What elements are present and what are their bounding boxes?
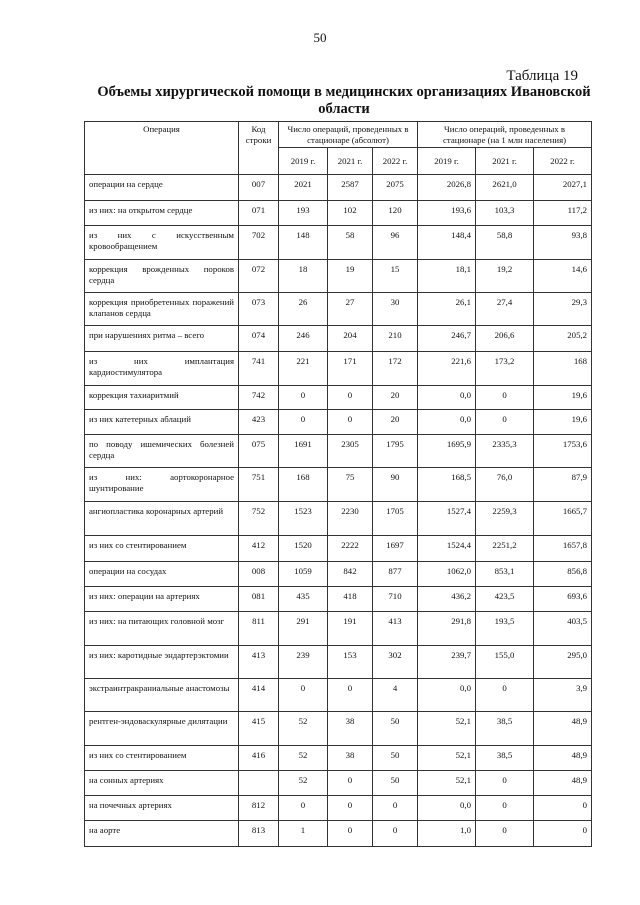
cell-code: 007 bbox=[239, 175, 279, 201]
cell-code: 813 bbox=[239, 821, 279, 847]
cell-abs-2019: 168 bbox=[279, 468, 328, 502]
cell-rate-2022: 0 bbox=[534, 796, 592, 821]
cell-abs-2021: 418 bbox=[328, 587, 373, 612]
cell-rate-2022: 1657,8 bbox=[534, 536, 592, 562]
cell-abs-2021: 0 bbox=[328, 796, 373, 821]
cell-rate-2021: 0 bbox=[476, 771, 534, 796]
cell-abs-2022: 413 bbox=[373, 612, 418, 646]
cell-rate-2021: 0 bbox=[476, 386, 534, 410]
cell-rate-2022: 19,6 bbox=[534, 410, 592, 435]
cell-abs-2022: 2075 bbox=[373, 175, 418, 201]
cell-abs-2021: 19 bbox=[328, 260, 373, 293]
cell-rate-2021: 0 bbox=[476, 796, 534, 821]
cell-rate-2021: 103,3 bbox=[476, 201, 534, 226]
table-row bbox=[85, 536, 592, 562]
cell-rate-2022: 3,9 bbox=[534, 679, 592, 712]
cell-abs-2019: 0 bbox=[279, 679, 328, 712]
cell-abs-2022: 1705 bbox=[373, 502, 418, 536]
cell-code bbox=[239, 771, 279, 796]
cell-operation: при нарушениях ритма – всего bbox=[85, 326, 239, 352]
table-row bbox=[85, 352, 592, 386]
cell-code: 416 bbox=[239, 746, 279, 771]
header-operation: Операция bbox=[85, 122, 239, 175]
cell-rate-2019: 2026,8 bbox=[418, 175, 476, 201]
table-row bbox=[85, 226, 592, 260]
cell-abs-2019: 26 bbox=[279, 293, 328, 326]
cell-rate-2022: 693,6 bbox=[534, 587, 592, 612]
table-body bbox=[85, 175, 592, 847]
header-year: 2019 г. bbox=[279, 148, 328, 175]
cell-rate-2021: 0 bbox=[476, 410, 534, 435]
cell-abs-2021: 2587 bbox=[328, 175, 373, 201]
cell-operation: из них с искусственным кровообращением bbox=[85, 226, 239, 260]
cell-operation: на аорте bbox=[85, 821, 239, 847]
cell-abs-2021: 2230 bbox=[328, 502, 373, 536]
cell-abs-2021: 0 bbox=[328, 821, 373, 847]
header-year: 2021 г. bbox=[476, 148, 534, 175]
cell-code: 008 bbox=[239, 562, 279, 587]
table-row bbox=[85, 410, 592, 435]
cell-code: 075 bbox=[239, 435, 279, 468]
cell-rate-2022: 295,0 bbox=[534, 646, 592, 679]
cell-rate-2019: 18,1 bbox=[418, 260, 476, 293]
cell-abs-2022: 15 bbox=[373, 260, 418, 293]
cell-code: 412 bbox=[239, 536, 279, 562]
cell-abs-2022: 1795 bbox=[373, 435, 418, 468]
cell-abs-2019: 18 bbox=[279, 260, 328, 293]
cell-rate-2019: 1527,4 bbox=[418, 502, 476, 536]
table-row bbox=[85, 712, 592, 746]
cell-rate-2022: 856,8 bbox=[534, 562, 592, 587]
cell-rate-2022: 48,9 bbox=[534, 712, 592, 746]
header-group-absolute: Число операций, проведенных в стационаре (абсолют) bbox=[279, 122, 418, 148]
cell-rate-2019: 1524,4 bbox=[418, 536, 476, 562]
cell-abs-2019: 435 bbox=[279, 587, 328, 612]
cell-rate-2019: 168,5 bbox=[418, 468, 476, 502]
cell-abs-2021: 0 bbox=[328, 771, 373, 796]
header-year: 2022 г. bbox=[373, 148, 418, 175]
cell-abs-2021: 58 bbox=[328, 226, 373, 260]
table-row bbox=[85, 796, 592, 821]
cell-rate-2019: 291,8 bbox=[418, 612, 476, 646]
table-row bbox=[85, 326, 592, 352]
cell-rate-2022: 0 bbox=[534, 821, 592, 847]
table-row bbox=[85, 746, 592, 771]
cell-rate-2022: 117,2 bbox=[534, 201, 592, 226]
cell-abs-2021: 0 bbox=[328, 410, 373, 435]
cell-rate-2022: 205,2 bbox=[534, 326, 592, 352]
cell-operation: на сонных артериях bbox=[85, 771, 239, 796]
cell-abs-2019: 0 bbox=[279, 796, 328, 821]
cell-rate-2019: 0,0 bbox=[418, 386, 476, 410]
cell-abs-2019: 2021 bbox=[279, 175, 328, 201]
table-row bbox=[85, 435, 592, 468]
cell-code: 414 bbox=[239, 679, 279, 712]
cell-rate-2019: 0,0 bbox=[418, 410, 476, 435]
cell-rate-2022: 168 bbox=[534, 352, 592, 386]
cell-abs-2022: 172 bbox=[373, 352, 418, 386]
cell-rate-2019: 1,0 bbox=[418, 821, 476, 847]
page-number: 50 bbox=[313, 30, 327, 45]
cell-rate-2019: 0,0 bbox=[418, 679, 476, 712]
table-row bbox=[85, 468, 592, 502]
table-row bbox=[85, 260, 592, 293]
cell-rate-2022: 48,9 bbox=[534, 771, 592, 796]
cell-code: 811 bbox=[239, 612, 279, 646]
cell-code: 741 bbox=[239, 352, 279, 386]
cell-rate-2021: 0 bbox=[476, 679, 534, 712]
cell-abs-2019: 1059 bbox=[279, 562, 328, 587]
cell-operation: на почечных артериях bbox=[85, 796, 239, 821]
cell-code: 812 bbox=[239, 796, 279, 821]
cell-abs-2022: 30 bbox=[373, 293, 418, 326]
table-row bbox=[85, 679, 592, 712]
cell-operation: операции на сердце bbox=[85, 175, 239, 201]
cell-operation: из них со стентированием bbox=[85, 746, 239, 771]
cell-rate-2021: 2335,3 bbox=[476, 435, 534, 468]
cell-abs-2021: 204 bbox=[328, 326, 373, 352]
cell-rate-2021: 155,0 bbox=[476, 646, 534, 679]
cell-abs-2021: 0 bbox=[328, 386, 373, 410]
cell-abs-2022: 96 bbox=[373, 226, 418, 260]
cell-rate-2019: 148,4 bbox=[418, 226, 476, 260]
cell-rate-2021: 2621,0 bbox=[476, 175, 534, 201]
cell-abs-2022: 210 bbox=[373, 326, 418, 352]
surgery-volume-table bbox=[84, 121, 592, 847]
cell-rate-2019: 246,7 bbox=[418, 326, 476, 352]
cell-rate-2019: 52,1 bbox=[418, 712, 476, 746]
cell-rate-2021: 206,6 bbox=[476, 326, 534, 352]
table-title: Объемы хирургической помощи в медицинских организациях Ивановской области bbox=[97, 84, 591, 117]
cell-abs-2021: 842 bbox=[328, 562, 373, 587]
header-group-rate: Число операций, проведенных в стационаре (на 1 млн населения) bbox=[418, 122, 592, 148]
cell-abs-2019: 1520 bbox=[279, 536, 328, 562]
cell-operation: экстраинтракраниальные анастомозы bbox=[85, 679, 239, 712]
cell-operation: из них: на открытом сердце bbox=[85, 201, 239, 226]
cell-abs-2021: 191 bbox=[328, 612, 373, 646]
cell-rate-2019: 239,7 bbox=[418, 646, 476, 679]
cell-abs-2022: 20 bbox=[373, 410, 418, 435]
cell-abs-2021: 38 bbox=[328, 746, 373, 771]
cell-abs-2022: 302 bbox=[373, 646, 418, 679]
cell-abs-2019: 1 bbox=[279, 821, 328, 847]
cell-operation: операции на сосудах bbox=[85, 562, 239, 587]
cell-rate-2021: 38,5 bbox=[476, 746, 534, 771]
cell-abs-2022: 877 bbox=[373, 562, 418, 587]
table-label: Таблица 19 bbox=[506, 68, 578, 84]
table-row bbox=[85, 821, 592, 847]
cell-rate-2022: 2027,1 bbox=[534, 175, 592, 201]
cell-code: 072 bbox=[239, 260, 279, 293]
cell-rate-2019: 26,1 bbox=[418, 293, 476, 326]
cell-operation: из них: аортокоронарное шунтирование bbox=[85, 468, 239, 502]
table-row bbox=[85, 612, 592, 646]
cell-rate-2021: 38,5 bbox=[476, 712, 534, 746]
cell-abs-2022: 90 bbox=[373, 468, 418, 502]
cell-operation: из них имплантация кардиостимулятора bbox=[85, 352, 239, 386]
cell-rate-2022: 29,3 bbox=[534, 293, 592, 326]
cell-operation: коррекция врожденных пороков сердца bbox=[85, 260, 239, 293]
cell-rate-2019: 52,1 bbox=[418, 771, 476, 796]
cell-rate-2019: 221,6 bbox=[418, 352, 476, 386]
cell-rate-2019: 52,1 bbox=[418, 746, 476, 771]
table-row bbox=[85, 771, 592, 796]
cell-abs-2019: 291 bbox=[279, 612, 328, 646]
cell-abs-2019: 246 bbox=[279, 326, 328, 352]
cell-operation: рентген-эндоваскулярные дилятации bbox=[85, 712, 239, 746]
cell-rate-2021: 853,1 bbox=[476, 562, 534, 587]
cell-abs-2019: 1691 bbox=[279, 435, 328, 468]
cell-abs-2022: 4 bbox=[373, 679, 418, 712]
cell-code: 702 bbox=[239, 226, 279, 260]
cell-abs-2019: 52 bbox=[279, 746, 328, 771]
cell-abs-2021: 27 bbox=[328, 293, 373, 326]
cell-rate-2022: 93,8 bbox=[534, 226, 592, 260]
cell-rate-2022: 1753,6 bbox=[534, 435, 592, 468]
cell-abs-2019: 239 bbox=[279, 646, 328, 679]
cell-rate-2022: 19,6 bbox=[534, 386, 592, 410]
table-row bbox=[85, 502, 592, 536]
cell-code: 752 bbox=[239, 502, 279, 536]
cell-rate-2021: 27,4 bbox=[476, 293, 534, 326]
header-code: Код строки bbox=[239, 122, 279, 175]
table-row bbox=[85, 386, 592, 410]
cell-operation: по поводу ишемических болезней сердца bbox=[85, 435, 239, 468]
cell-abs-2021: 171 bbox=[328, 352, 373, 386]
cell-rate-2019: 436,2 bbox=[418, 587, 476, 612]
header-year: 2019 г. bbox=[418, 148, 476, 175]
cell-rate-2021: 173,2 bbox=[476, 352, 534, 386]
cell-code: 071 bbox=[239, 201, 279, 226]
cell-abs-2021: 2305 bbox=[328, 435, 373, 468]
cell-abs-2021: 38 bbox=[328, 712, 373, 746]
cell-abs-2021: 102 bbox=[328, 201, 373, 226]
header-year: 2022 г. bbox=[534, 148, 592, 175]
cell-abs-2022: 50 bbox=[373, 746, 418, 771]
cell-rate-2022: 14,6 bbox=[534, 260, 592, 293]
cell-rate-2021: 19,2 bbox=[476, 260, 534, 293]
cell-code: 751 bbox=[239, 468, 279, 502]
cell-code: 413 bbox=[239, 646, 279, 679]
cell-rate-2019: 1062,0 bbox=[418, 562, 476, 587]
cell-abs-2019: 193 bbox=[279, 201, 328, 226]
cell-rate-2021: 423,5 bbox=[476, 587, 534, 612]
cell-rate-2021: 2259,3 bbox=[476, 502, 534, 536]
cell-abs-2022: 50 bbox=[373, 771, 418, 796]
cell-abs-2021: 75 bbox=[328, 468, 373, 502]
header-row-groups bbox=[85, 122, 592, 148]
cell-code: 742 bbox=[239, 386, 279, 410]
table-row bbox=[85, 562, 592, 587]
cell-rate-2021: 58,8 bbox=[476, 226, 534, 260]
cell-abs-2019: 52 bbox=[279, 771, 328, 796]
table-row bbox=[85, 175, 592, 201]
cell-rate-2021: 76,0 bbox=[476, 468, 534, 502]
cell-abs-2022: 710 bbox=[373, 587, 418, 612]
header-year: 2021 г. bbox=[328, 148, 373, 175]
cell-rate-2022: 87,9 bbox=[534, 468, 592, 502]
cell-abs-2022: 0 bbox=[373, 821, 418, 847]
cell-abs-2022: 0 bbox=[373, 796, 418, 821]
cell-rate-2019: 0,0 bbox=[418, 796, 476, 821]
cell-code: 415 bbox=[239, 712, 279, 746]
cell-abs-2021: 2222 bbox=[328, 536, 373, 562]
cell-code: 073 bbox=[239, 293, 279, 326]
cell-code: 074 bbox=[239, 326, 279, 352]
cell-rate-2021: 0 bbox=[476, 821, 534, 847]
table-row bbox=[85, 293, 592, 326]
cell-abs-2022: 120 bbox=[373, 201, 418, 226]
cell-abs-2021: 153 bbox=[328, 646, 373, 679]
cell-abs-2022: 20 bbox=[373, 386, 418, 410]
cell-abs-2019: 0 bbox=[279, 410, 328, 435]
cell-rate-2019: 193,6 bbox=[418, 201, 476, 226]
table-row bbox=[85, 646, 592, 679]
cell-abs-2019: 1523 bbox=[279, 502, 328, 536]
cell-operation: из них: на питающих головной мозг bbox=[85, 612, 239, 646]
cell-operation: коррекция тахиаритмий bbox=[85, 386, 239, 410]
table-row bbox=[85, 587, 592, 612]
cell-operation: из них со стентированием bbox=[85, 536, 239, 562]
cell-rate-2019: 1695,9 bbox=[418, 435, 476, 468]
cell-abs-2019: 0 bbox=[279, 386, 328, 410]
cell-code: 081 bbox=[239, 587, 279, 612]
cell-operation: из них: операции на артериях bbox=[85, 587, 239, 612]
cell-abs-2022: 1697 bbox=[373, 536, 418, 562]
cell-rate-2021: 193,5 bbox=[476, 612, 534, 646]
cell-operation: коррекция приобретенных поражений клапанов сердца bbox=[85, 293, 239, 326]
table-row bbox=[85, 201, 592, 226]
cell-rate-2022: 48,9 bbox=[534, 746, 592, 771]
cell-abs-2021: 0 bbox=[328, 679, 373, 712]
cell-operation: из них катетерных аблаций bbox=[85, 410, 239, 435]
cell-operation: ангиопластика коронарных артерий bbox=[85, 502, 239, 536]
cell-rate-2022: 1665,7 bbox=[534, 502, 592, 536]
cell-abs-2019: 52 bbox=[279, 712, 328, 746]
cell-rate-2021: 2251,2 bbox=[476, 536, 534, 562]
cell-abs-2022: 50 bbox=[373, 712, 418, 746]
cell-rate-2022: 403,5 bbox=[534, 612, 592, 646]
cell-abs-2019: 221 bbox=[279, 352, 328, 386]
cell-abs-2019: 148 bbox=[279, 226, 328, 260]
cell-operation: из них: каротидные эндартерэктомии bbox=[85, 646, 239, 679]
cell-code: 423 bbox=[239, 410, 279, 435]
